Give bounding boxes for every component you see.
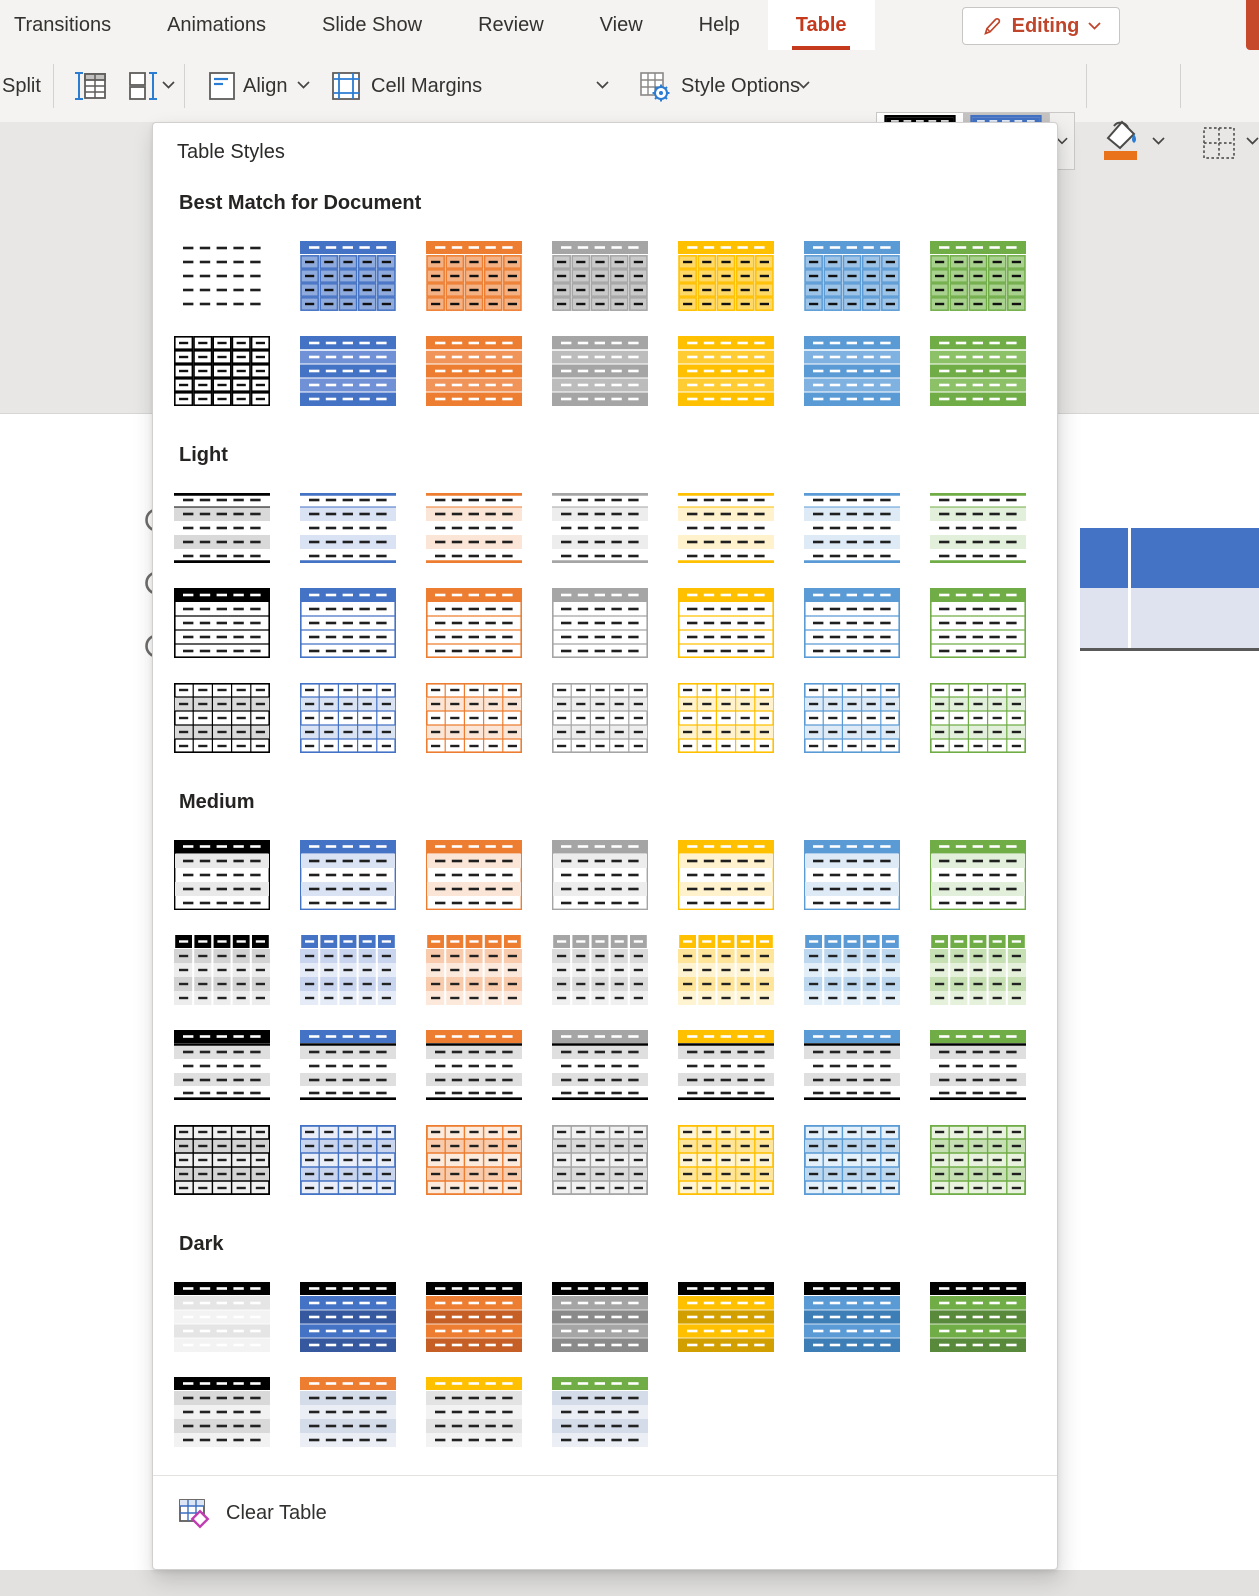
chevron-down-icon[interactable]: [596, 81, 609, 89]
style-row: [153, 336, 1057, 406]
table-style-thumbnail[interactable]: [930, 935, 1026, 1005]
dropdown-footer: [153, 1475, 1057, 1569]
table-style-thumbnail[interactable]: [426, 935, 522, 1005]
table-style-thumbnail[interactable]: [552, 241, 648, 311]
section-title: Best Match for Document: [179, 192, 422, 214]
table-style-thumbnail[interactable]: [174, 1125, 270, 1195]
table-style-thumbnail[interactable]: [174, 493, 270, 563]
table-style-thumbnail[interactable]: [930, 683, 1026, 753]
style-row: [153, 1030, 1057, 1100]
ribbon-toolbar: [0, 50, 1259, 122]
table-style-thumbnail[interactable]: [678, 336, 774, 406]
chevron-down-icon: [1088, 22, 1101, 30]
table-style-thumbnail[interactable]: [678, 840, 774, 910]
table-style-thumbnail[interactable]: [804, 493, 900, 563]
style-options-icon[interactable]: [636, 68, 672, 104]
table-style-thumbnail[interactable]: [930, 1030, 1026, 1100]
pencil-icon: [981, 15, 1003, 37]
table-style-thumbnail[interactable]: [552, 840, 648, 910]
table-style-thumbnail[interactable]: [426, 588, 522, 658]
clear-table-button[interactable]: [153, 1476, 1057, 1530]
table-style-thumbnail[interactable]: [174, 241, 270, 311]
table-style-thumbnail[interactable]: [300, 588, 396, 658]
table-style-thumbnail[interactable]: [426, 840, 522, 910]
table-style-thumbnail[interactable]: [930, 588, 1026, 658]
style-row: [153, 241, 1057, 311]
table-style-thumbnail[interactable]: [426, 1030, 522, 1100]
table-style-thumbnail[interactable]: [804, 1282, 900, 1352]
table-style-thumbnail[interactable]: [804, 336, 900, 406]
table-style-thumbnail[interactable]: [930, 241, 1026, 311]
table-style-thumbnail[interactable]: [552, 1282, 648, 1352]
table-style-thumbnail[interactable]: [300, 241, 396, 311]
table-style-thumbnail[interactable]: [300, 1125, 396, 1195]
tab-transitions[interactable]: Transitions: [14, 13, 112, 36]
slide-table-header-row: [1080, 528, 1259, 588]
table-style-thumbnail[interactable]: [804, 935, 900, 1005]
chevron-down-icon[interactable]: [162, 81, 175, 89]
table-style-thumbnail[interactable]: [678, 241, 774, 311]
table-style-thumbnail[interactable]: [174, 588, 270, 658]
section-title: Dark: [179, 1233, 224, 1255]
table-style-thumbnail[interactable]: [678, 1030, 774, 1100]
chevron-down-icon[interactable]: [1152, 137, 1165, 145]
slide-table-gridline: [1128, 528, 1131, 648]
table-style-thumbnail[interactable]: [426, 1282, 522, 1352]
section-title: Medium: [179, 791, 255, 813]
chevron-down-icon[interactable]: [797, 81, 810, 89]
table-style-thumbnail[interactable]: [174, 935, 270, 1005]
table-style-thumbnail[interactable]: [552, 935, 648, 1005]
table-style-thumbnail[interactable]: [552, 1030, 648, 1100]
tab-table[interactable]: Table: [768, 0, 875, 50]
table-style-thumbnail[interactable]: [678, 588, 774, 658]
table-style-thumbnail[interactable]: [300, 1377, 396, 1447]
style-row: [153, 935, 1057, 1005]
table-style-thumbnail[interactable]: [426, 683, 522, 753]
table-style-thumbnail[interactable]: [678, 1282, 774, 1352]
cell-margins-button[interactable]: Cell Margins: [371, 74, 483, 97]
table-style-thumbnail[interactable]: [804, 683, 900, 753]
table-style-thumbnail[interactable]: [426, 1377, 522, 1447]
slide-table-body-row: [1080, 588, 1259, 651]
table-style-thumbnail[interactable]: [426, 241, 522, 311]
tab-slide-show[interactable]: Slide Show: [322, 13, 423, 36]
style-row: [153, 840, 1057, 910]
table-style-thumbnail[interactable]: [174, 683, 270, 753]
present-button-edge[interactable]: [1246, 0, 1259, 50]
style-row: [153, 1377, 1057, 1447]
table-style-thumbnail[interactable]: [552, 1377, 648, 1447]
table-style-thumbnail[interactable]: [930, 840, 1026, 910]
table-style-thumbnail[interactable]: [174, 840, 270, 910]
distribute-rows-icon[interactable]: [72, 68, 108, 104]
table-style-thumbnail[interactable]: [678, 935, 774, 1005]
table-style-thumbnail[interactable]: [300, 1030, 396, 1100]
table-style-thumbnail[interactable]: [300, 1282, 396, 1352]
style-options-button[interactable]: Style Options: [681, 74, 800, 97]
table-style-thumbnail[interactable]: [930, 336, 1026, 406]
table-style-thumbnail[interactable]: [300, 935, 396, 1005]
table-style-thumbnail[interactable]: [426, 336, 522, 406]
table-style-thumbnail[interactable]: [678, 683, 774, 753]
table-style-thumbnail[interactable]: [930, 1282, 1026, 1352]
table-style-thumbnail[interactable]: [804, 840, 900, 910]
table-style-thumbnail[interactable]: [174, 1030, 270, 1100]
tab-review[interactable]: Review: [478, 13, 544, 36]
align-icon[interactable]: [204, 68, 240, 104]
editing-mode-button[interactable]: [962, 7, 1120, 45]
shading-bucket-icon[interactable]: [1096, 114, 1146, 164]
slide-table-fragment[interactable]: [1080, 528, 1259, 651]
table-style-thumbnail[interactable]: [426, 1125, 522, 1195]
table-style-thumbnail[interactable]: [930, 493, 1026, 563]
cell-margins-icon[interactable]: [328, 68, 364, 104]
table-style-thumbnail[interactable]: [804, 1030, 900, 1100]
split-button[interactable]: Split: [2, 74, 41, 97]
table-style-thumbnail[interactable]: [930, 1125, 1026, 1195]
table-style-thumbnail[interactable]: [552, 336, 648, 406]
menu-bar: [0, 0, 1259, 50]
table-styles-dropdown: [152, 122, 1058, 1570]
style-row: [153, 493, 1057, 563]
gear-icon: [653, 85, 670, 102]
style-row: [153, 588, 1057, 658]
table-style-thumbnail[interactable]: [552, 588, 648, 658]
table-style-thumbnail[interactable]: [300, 840, 396, 910]
table-style-thumbnail[interactable]: [552, 683, 648, 753]
canvas-bottom-margin: [0, 1570, 1259, 1596]
dropdown-title: Table Styles: [177, 141, 285, 163]
borders-icon[interactable]: [1200, 124, 1238, 162]
clear-table-icon: [177, 1496, 211, 1530]
style-row: [153, 683, 1057, 753]
section-title: Light: [179, 444, 228, 466]
chevron-down-icon[interactable]: [1246, 137, 1259, 145]
style-row: [153, 1282, 1057, 1352]
table-style-thumbnail[interactable]: [678, 1125, 774, 1195]
clear-table-label: Clear Table: [226, 1501, 327, 1524]
tab-help[interactable]: Help: [698, 13, 740, 36]
table-style-thumbnail[interactable]: [174, 1282, 270, 1352]
tab-view[interactable]: View: [599, 13, 643, 36]
align-button[interactable]: Align: [243, 74, 288, 97]
editing-label: Editing: [1011, 14, 1080, 37]
chevron-down-icon[interactable]: [297, 81, 310, 89]
table-style-thumbnail[interactable]: [804, 241, 900, 311]
cell-size-icon[interactable]: [124, 68, 160, 104]
table-style-thumbnail[interactable]: [300, 683, 396, 753]
table-style-thumbnail[interactable]: [174, 1377, 270, 1447]
table-style-thumbnail[interactable]: [426, 493, 522, 563]
table-style-thumbnail[interactable]: [804, 1125, 900, 1195]
table-style-thumbnail[interactable]: [552, 493, 648, 563]
table-style-thumbnail[interactable]: [174, 336, 270, 406]
table-style-thumbnail[interactable]: [300, 493, 396, 563]
tab-animations[interactable]: Animations: [167, 13, 267, 36]
style-row: [153, 1125, 1057, 1195]
table-style-thumbnail[interactable]: [804, 588, 900, 658]
table-style-thumbnail[interactable]: [678, 493, 774, 563]
table-style-thumbnail[interactable]: [552, 1125, 648, 1195]
table-style-thumbnail[interactable]: [300, 336, 396, 406]
